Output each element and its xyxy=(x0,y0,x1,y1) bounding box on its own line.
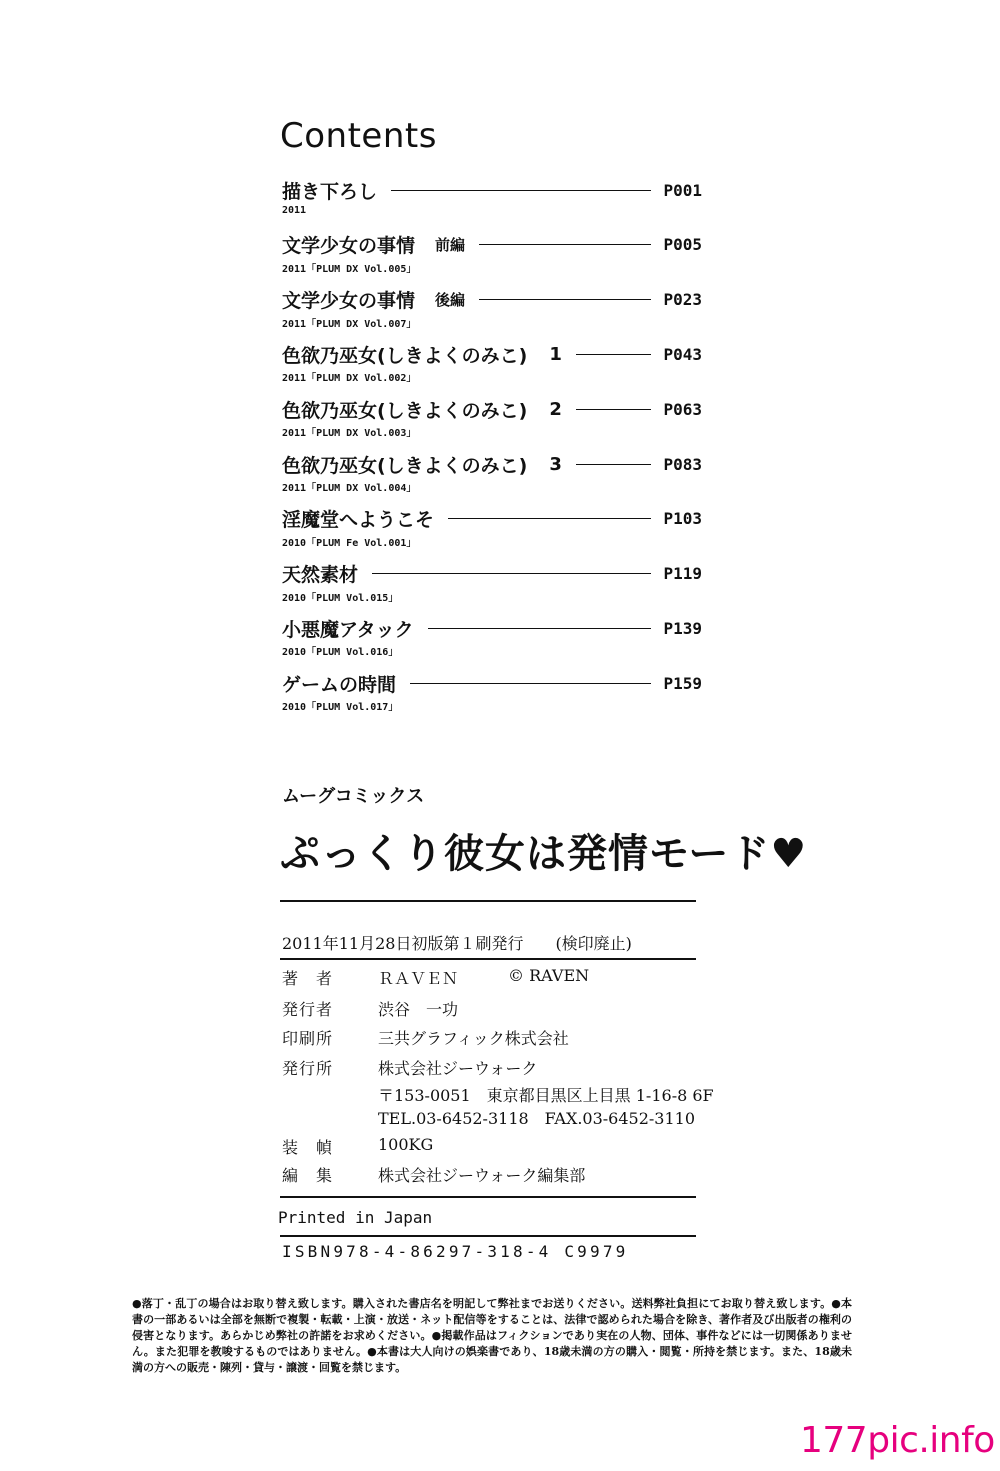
toc-leader-line xyxy=(448,518,651,519)
toc-number: 3 xyxy=(549,453,562,475)
toc-title: 描き下ろし xyxy=(282,180,378,203)
watermark-text: 177pic.info xyxy=(800,1420,995,1461)
toc-source: 2010「PLUM Vol.015」 xyxy=(282,592,399,604)
toc-source: 2011「PLUM DX Vol.002」 xyxy=(282,373,417,385)
colophon-value: 三共グラフィック株式会社 xyxy=(378,1029,569,1048)
toc-leader-line xyxy=(479,299,651,300)
imprint-label: ムーグコミックス xyxy=(282,786,425,807)
toc-page-number: P159 xyxy=(663,673,702,693)
printed-in-japan: Printed in Japan xyxy=(278,1208,433,1227)
toc-page-number: P083 xyxy=(663,454,702,474)
colophon-label: 編 集 xyxy=(282,1166,334,1185)
toc-entry xyxy=(282,340,702,390)
colophon-value: 100KG xyxy=(378,1135,434,1154)
toc-title: ゲームの時間 xyxy=(282,673,397,696)
toc-title: 文学少女の事情 xyxy=(282,235,416,258)
toc-leader-line xyxy=(576,409,652,410)
toc-entry xyxy=(282,450,702,500)
toc-page-number: P119 xyxy=(663,564,702,584)
toc-source: 2011 xyxy=(282,205,307,216)
legal-notice: ●落丁・乱丁の場合はお取り替え致します。購入された書店名を明記して弊社までお送りください。送料弊社負担にてお取り替え致します。●本書の一部あるいは全部を無断で複製・転載・上演・放送・ネット配信等をすることは、法律で認められた場合を除き、著作者及び出版者の権利の侵害となります。あらかじめ弊社の許諾をお求めください。●掲載作品はフィクションであり実在の人物、団体、事件などには一切関係ありません。また犯罪を教唆するものではありません。●本書は大人向けの娯楽書であり、18歳未満の方の購入・閲覧・所持を禁じます。また、18歳未満の方への販売・陳列・貸与・譲渡・回覧を禁じます。 xyxy=(132,1297,852,1374)
colophon-label: 発行者 xyxy=(282,1000,334,1019)
toc-page-number: P063 xyxy=(663,399,702,419)
divider xyxy=(280,958,696,960)
divider xyxy=(280,1196,696,1198)
colophon-value: 〒153-0051 東京都目黒区上目黒 1-16-8 6F xyxy=(378,1086,714,1105)
toc-leader-line xyxy=(428,628,652,629)
toc-leader-line xyxy=(479,244,651,245)
toc-title: 文学少女の事情 xyxy=(282,290,416,313)
toc-title: 天然素材 xyxy=(282,564,359,587)
toc-leader-line xyxy=(391,190,651,191)
copyright-notice: © RAVEN xyxy=(508,966,590,985)
toc-title: 色欲乃巫女(しきよくのみこ) xyxy=(282,454,528,477)
toc-source: 2010「PLUM Vol.017」 xyxy=(282,702,399,714)
toc-title: 色欲乃巫女(しきよくのみこ) xyxy=(282,344,528,367)
toc-entry xyxy=(282,176,702,226)
toc-entry xyxy=(282,286,702,336)
colophon-value: 株式会社ジーウォーク編集部 xyxy=(378,1166,586,1185)
toc-page-number: P005 xyxy=(663,235,702,255)
publication-date: 2011年11月28日初版第１刷発行 (検印廃止) xyxy=(282,934,632,953)
toc-entry xyxy=(282,505,702,555)
divider xyxy=(280,1235,696,1237)
colophon-label: 印刷所 xyxy=(282,1029,334,1048)
toc-title: 淫魔堂へようこそ xyxy=(282,509,435,532)
toc-part: 前編 xyxy=(435,236,466,255)
toc-source: 2011「PLUM DX Vol.007」 xyxy=(282,318,417,330)
toc-entry xyxy=(282,231,702,281)
toc-title: 小悪魔アタック xyxy=(282,618,414,641)
toc-source: 2010「PLUM Vol.016」 xyxy=(282,647,399,659)
isbn: ISBN978-4-86297-318-4 C9979 xyxy=(282,1242,629,1261)
divider xyxy=(280,900,696,902)
toc-number: 1 xyxy=(549,343,562,365)
toc-leader-line xyxy=(372,573,651,574)
toc-leader-line xyxy=(576,354,652,355)
toc-source: 2011「PLUM DX Vol.005」 xyxy=(282,263,417,275)
toc-page-number: P103 xyxy=(663,509,702,529)
contents-heading: Contents xyxy=(280,116,437,156)
toc-entry xyxy=(282,669,702,719)
toc-title: 色欲乃巫女(しきよくのみこ) xyxy=(282,399,528,422)
toc-number: 2 xyxy=(549,398,562,420)
colophon-value: 渋谷 一功 xyxy=(378,1000,459,1019)
colophon-value: ＲＡＶＥＮ xyxy=(378,969,459,988)
toc-part: 後編 xyxy=(435,291,466,310)
toc-source: 2011「PLUM DX Vol.003」 xyxy=(282,428,417,440)
toc-page-number: P001 xyxy=(663,180,702,200)
colophon-label: 装 幀 xyxy=(282,1138,334,1157)
colophon-value: TEL.03-6452-3118 FAX.03-6452-3110 xyxy=(378,1109,696,1128)
toc-entry xyxy=(282,395,702,445)
toc-leader-line xyxy=(576,464,652,465)
toc-page-number: P043 xyxy=(663,344,702,364)
toc-page-number: P139 xyxy=(663,618,702,638)
toc-source: 2010「PLUM Fe Vol.001」 xyxy=(282,537,417,549)
toc-source: 2011「PLUM DX Vol.004」 xyxy=(282,483,417,494)
toc-page-number: P023 xyxy=(663,290,702,310)
colophon-label: 発行所 xyxy=(282,1059,334,1078)
colophon-value: 株式会社ジーウォーク xyxy=(378,1059,538,1078)
toc-entry xyxy=(282,614,702,664)
toc-entry xyxy=(282,560,702,610)
toc-leader-line xyxy=(410,683,651,684)
book-title: ぷっくり彼女は発情モード♥ xyxy=(280,831,808,877)
colophon-label: 著 者 xyxy=(282,969,334,988)
